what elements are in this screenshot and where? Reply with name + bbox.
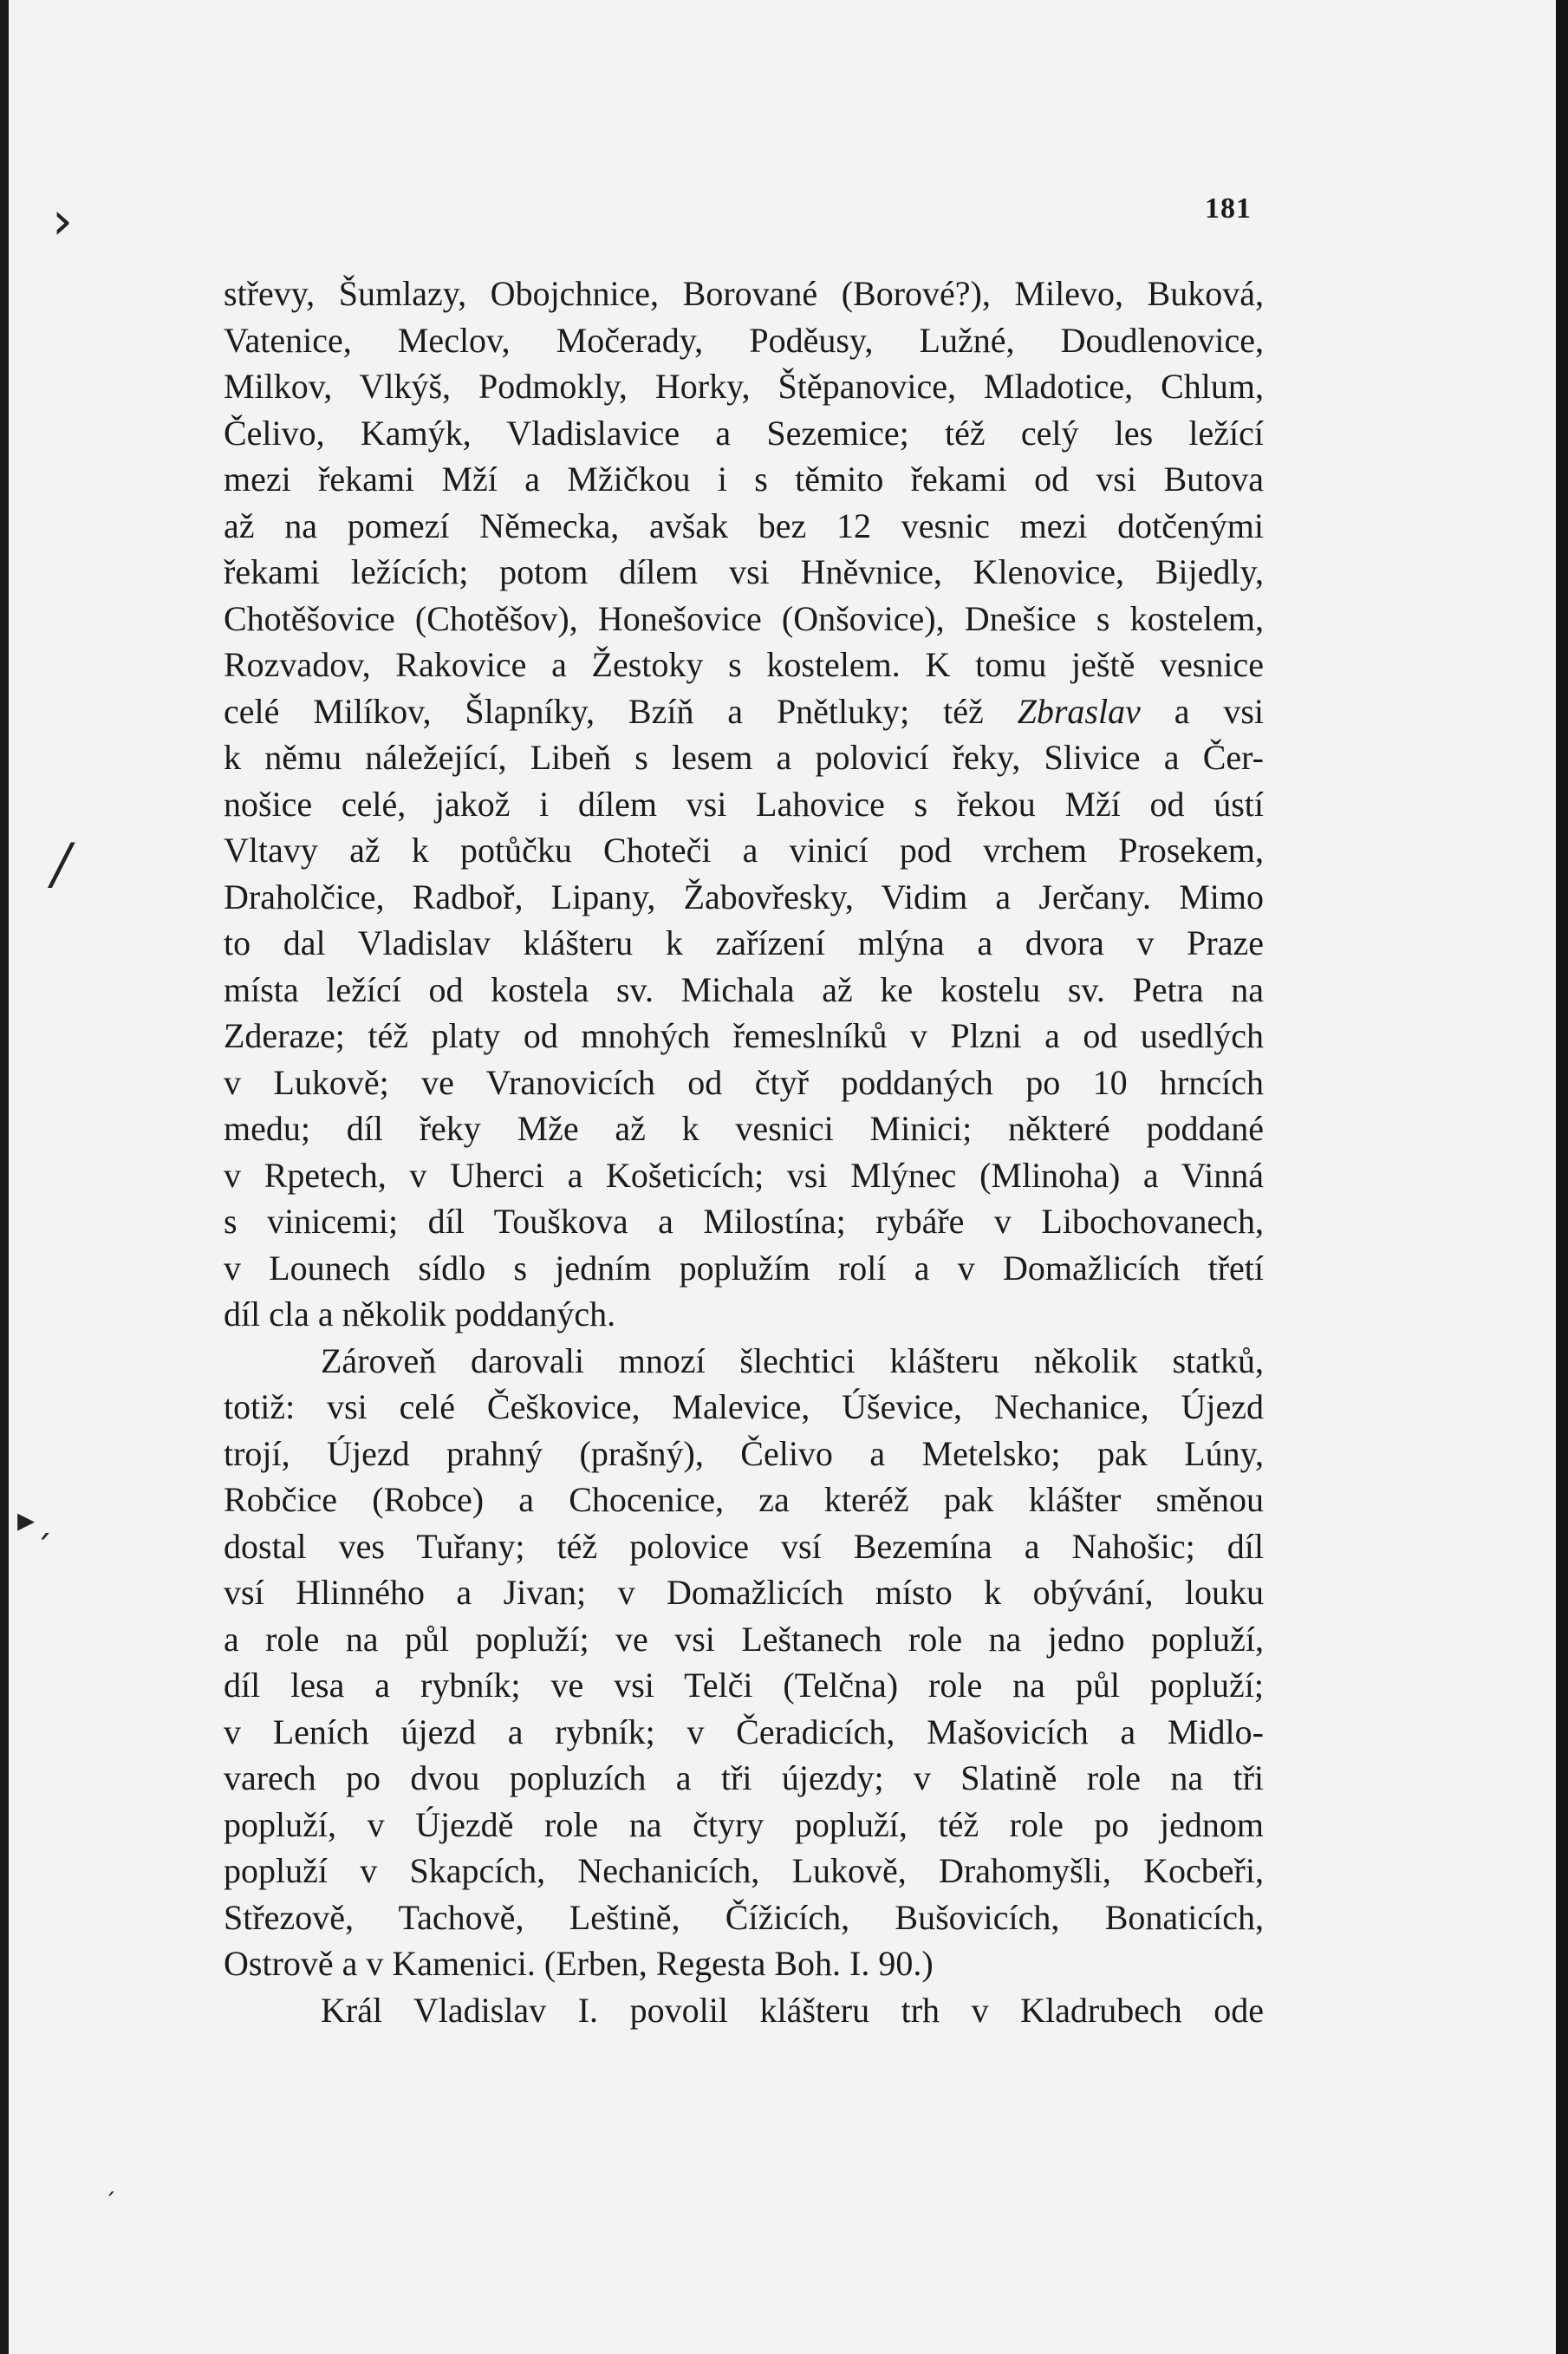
- margin-mark: /: [52, 832, 71, 897]
- text-line: medu; díl řeky Mže až k vesnici Minici; některé poddané: [224, 1109, 1264, 1148]
- text-line: v Lukově; ve Vranovicích od čtyř poddaných po 10 hrncích: [224, 1062, 1264, 1102]
- text-line: totiž: vsi celé Češkovice, Malevice, Úševice, Nechanice, Újezd: [224, 1387, 1264, 1426]
- text-line: Ostrově a v Kamenici. (Erben, Regesta Boh. I. 90.): [224, 1944, 934, 1983]
- text-line: k němu náležející, Libeň s lesem a polovicí řeky, Slivice a Čer-: [224, 738, 1264, 777]
- text-line: vsí Hlinného a Jivan; v Domažlicích místo k obývání, louku: [224, 1573, 1264, 1612]
- text-line: řekami ležících; potom dílem vsi Hněvnice, Klenovice, Bijedly,: [224, 552, 1264, 591]
- text-line: Chotěšovice (Chotěšov), Honešovice (Onšovice), Dnešice s kostelem,: [224, 598, 1264, 638]
- page-number: 181: [1205, 192, 1252, 225]
- text-line: v Rpetech, v Uherci a Košeticích; vsi Mlýnec (Mlinoha) a Vinná: [224, 1155, 1264, 1195]
- text-line: až na pomezí Německa, avšak bez 12 vesnic mezi dotčenými: [224, 505, 1264, 545]
- text-line: Vatenice, Meclov, Močerady, Poděusy, Lužné, Doudlenovice,: [224, 320, 1264, 360]
- text-line: dostal ves Tuřany; též polovice vsí Bezemína a Nahošic; díl: [224, 1526, 1264, 1566]
- text-line: trojí, Újezd prahný (prašný), Čelivo a Metelsko; pak Lúny,: [224, 1433, 1264, 1473]
- margin-mark: ▸ˏ: [17, 1500, 53, 1540]
- text-line: v Lounech sídlo s jedním poplužím rolí a v Domažlicích třetí: [224, 1248, 1264, 1288]
- text-line: Zderaze; též platy od mnohých řemeslníků v Plzni a od usedlých: [224, 1016, 1264, 1055]
- margin-mark: ›: [52, 191, 73, 251]
- text-line: Milkov, Vlkýš, Podmokly, Horky, Štěpanovice, Mladotice, Chlum,: [224, 367, 1264, 406]
- margin-mark: ˏ: [104, 2168, 116, 2196]
- text-line: s vinicemi; díl Touškova a Milostína; rybáře v Libochovanech,: [224, 1202, 1264, 1241]
- text-line: Vltavy až k potůčku Choteči a vinicí pod vrchem Prosekem,: [224, 831, 1264, 870]
- text-line: v Leních újezd a rybník; v Čeradicích, Mašovicích a Midlo-: [224, 1712, 1264, 1751]
- text-line: Zároveň darovali mnozí šlechtici klášteru několik statků,: [321, 1340, 1264, 1380]
- text-line: Robčice (Robce) a Chocenice, za kteréž pak klášter směnou: [224, 1480, 1264, 1519]
- text-line: místa ležící od kostela sv. Michala až ke kostelu sv. Petra na: [224, 969, 1264, 1009]
- text-line: Draholčice, Radboř, Lipany, Žabovřesky, Vidim a Jerčany. Mimo: [224, 877, 1264, 916]
- text-line: to dal Vladislav klášteru k zařízení mlýna a dvora v Praze: [224, 923, 1264, 962]
- text-line: nošice celé, jakož i dílem vsi Lahovice s řekou Mží od ústí: [224, 784, 1264, 824]
- text-line: Střezově, Tachově, Leštině, Čížicích, Bušovicích, Bonaticích,: [224, 1897, 1264, 1937]
- text-line: varech po dvou popluzích a tři újezdy; v Slatině role na tři: [224, 1758, 1264, 1797]
- text-line: střevy, Šumlazy, Obojchnice, Borované (Borové?), Milevo, Buková,: [224, 274, 1264, 313]
- scan-edge-right: [1556, 0, 1568, 2354]
- scan-edge-left: [0, 0, 9, 2354]
- text-line: popluží, v Újezdě role na čtyry popluží, též role po jednom: [224, 1804, 1264, 1844]
- text-line: celé Milíkov, Šlapníky, Bzíň a Pnětluky; též Zbraslav a vsi: [224, 691, 1264, 731]
- text-line: díl lesa a rybník; ve vsi Telči (Telčna) role na půl popluží;: [224, 1666, 1264, 1705]
- text-line: mezi řekami Mží a Mžičkou i s těmito řekami od vsi Butova: [224, 460, 1264, 499]
- text-line: a role na půl popluží; ve vsi Leštanech role na jedno popluží,: [224, 1619, 1264, 1659]
- text-line: díl cla a několik poddaných.: [224, 1294, 616, 1333]
- text-line: Rozvadov, Rakovice a Žestoky s kostelem. K tomu ještě vesnice: [224, 645, 1264, 684]
- text-line: Král Vladislav I. povolil klášteru trh v Kladrubech ode: [321, 1990, 1264, 2030]
- italic-place-name: Zbraslav: [1017, 691, 1141, 731]
- text-line: Čelivo, Kamýk, Vladislavice a Sezemice; též celý les ležící: [224, 413, 1264, 453]
- text-line: popluží v Skapcích, Nechanicích, Lukově, Drahomyšli, Kocbeři,: [224, 1851, 1264, 1890]
- body-text: [224, 271, 1264, 2033]
